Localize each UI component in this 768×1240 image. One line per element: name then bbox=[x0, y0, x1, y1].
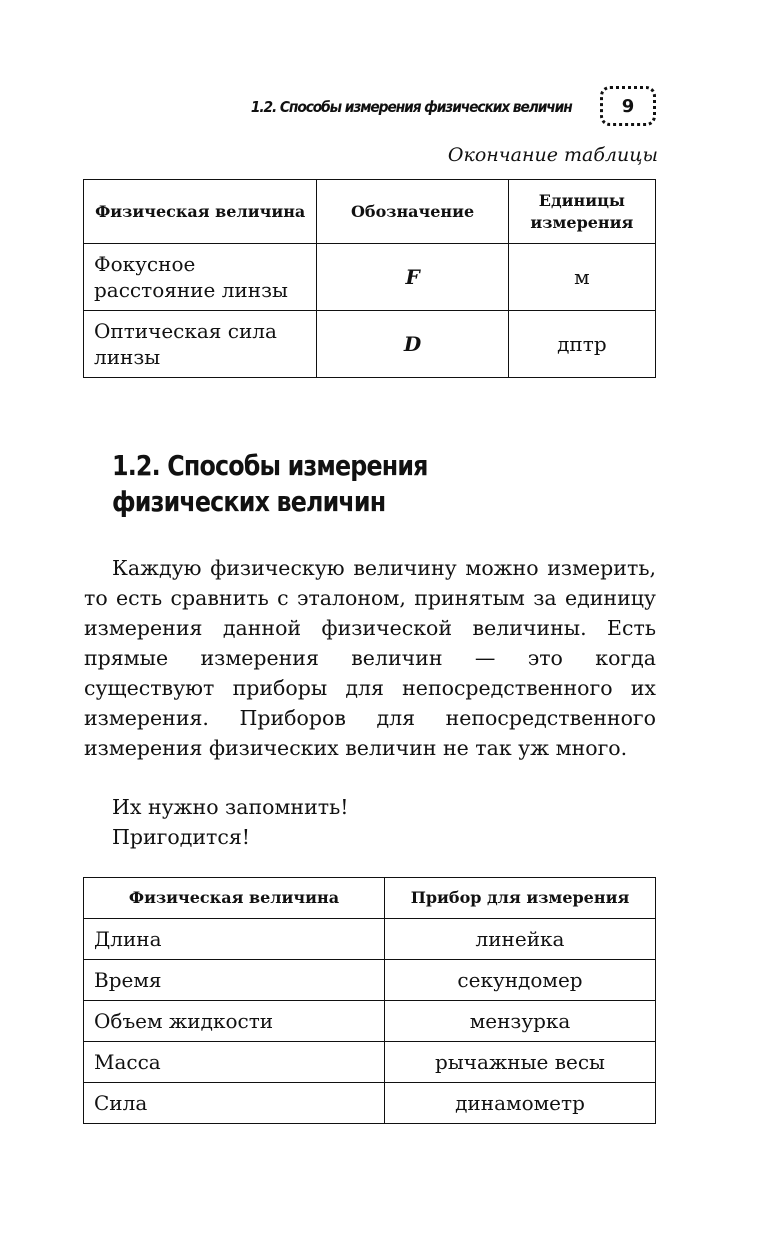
instrument-cell: секундомер bbox=[385, 960, 656, 1001]
table-row bbox=[84, 1001, 656, 1042]
table-row bbox=[84, 1042, 656, 1083]
unit-cell: м bbox=[508, 244, 655, 311]
section-heading-line: физических величин bbox=[112, 485, 386, 518]
body-paragraph: Каждую физическую величину можно измерить, то есть сравнить с эталоном, принятым за единицу измерения данной физической величины. Есть прямые измерения величин — это когда существуют приборы для непосредственного их измерения. Приборов для непосредственного измерения физических величин не так уж много. bbox=[84, 556, 656, 760]
quantity-cell: Сила bbox=[84, 1083, 385, 1124]
section-heading bbox=[112, 448, 428, 520]
quantities-symbols-table bbox=[83, 179, 656, 378]
unit-cell: дптр bbox=[508, 311, 655, 378]
table-row bbox=[84, 311, 656, 378]
table-row bbox=[84, 919, 656, 960]
column-header: Единицы измерения bbox=[508, 180, 655, 244]
quantity-cell: Объем жидкости bbox=[84, 1001, 385, 1042]
quantity-cell: Фокусное расстояние линзы bbox=[84, 244, 317, 311]
table-caption: Окончание таблицы bbox=[447, 144, 658, 166]
column-header: Физическая величина bbox=[84, 180, 317, 244]
instruments-table bbox=[83, 877, 656, 1124]
running-header bbox=[220, 86, 660, 130]
symbol-cell: F bbox=[317, 244, 508, 311]
table-row bbox=[84, 960, 656, 1001]
table-header-row bbox=[84, 878, 656, 919]
page-number: 9 bbox=[600, 86, 656, 126]
quantity-cell: Время bbox=[84, 960, 385, 1001]
column-header: Физическая величина bbox=[84, 878, 385, 919]
instrument-cell: линейка bbox=[385, 919, 656, 960]
quantity-cell: Масса bbox=[84, 1042, 385, 1083]
instrument-cell: мензурка bbox=[385, 1001, 656, 1042]
table-row bbox=[84, 244, 656, 311]
column-header: Прибор для измерения bbox=[385, 878, 656, 919]
quantity-cell: Длина bbox=[84, 919, 385, 960]
body-line: Пригодится! bbox=[112, 825, 251, 849]
instrument-cell: динамометр bbox=[385, 1083, 656, 1124]
table-row bbox=[84, 1083, 656, 1124]
symbol-cell: D bbox=[317, 311, 508, 378]
section-heading-line: 1.2. Способы измерения bbox=[112, 449, 428, 482]
body-line: Их нужно запомнить! bbox=[112, 795, 349, 819]
table-header-row bbox=[84, 180, 656, 244]
running-title: 1.2. Способы измерения физических величин bbox=[251, 98, 572, 116]
column-header: Обозначение bbox=[317, 180, 508, 244]
quantity-cell: Оптическая сила линзы bbox=[84, 311, 317, 378]
instrument-cell: рычажные весы bbox=[385, 1042, 656, 1083]
